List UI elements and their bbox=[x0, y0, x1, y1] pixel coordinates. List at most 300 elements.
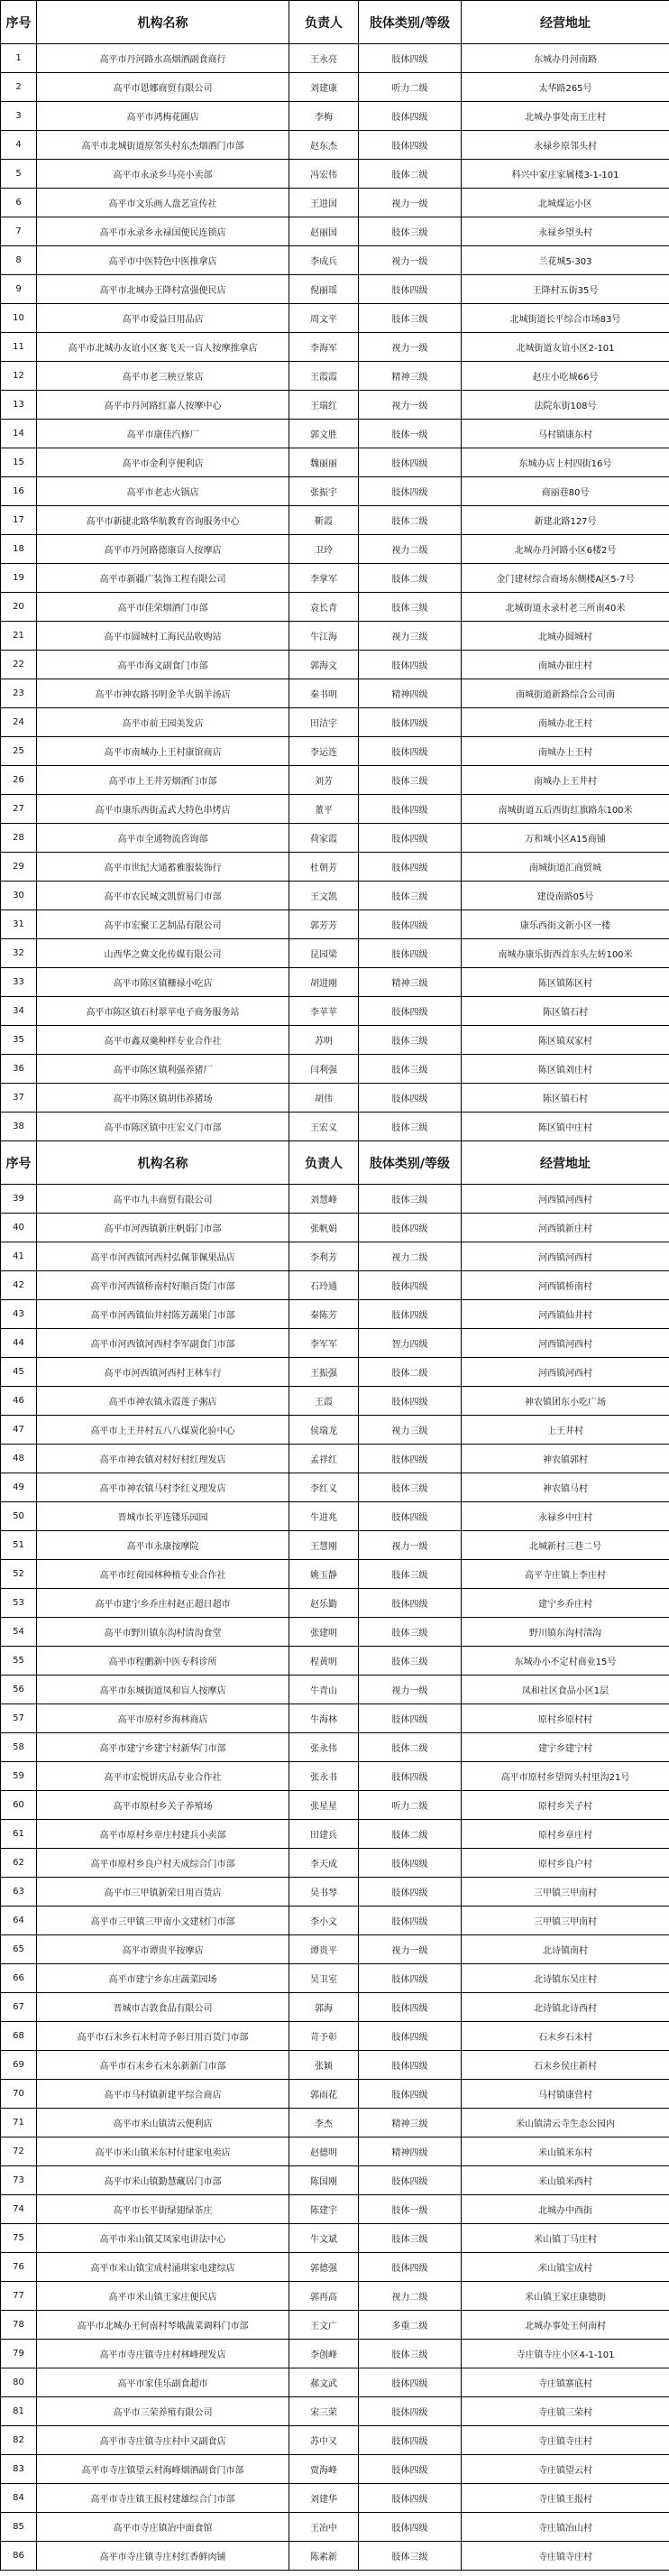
table-row bbox=[1, 564, 669, 593]
cell-no: 23 bbox=[1, 679, 37, 708]
cell-type: 肢体三级 bbox=[359, 1185, 462, 1214]
table-row bbox=[1, 1358, 669, 1387]
cell-addr: 兰花城5-303 bbox=[462, 246, 669, 275]
cell-name: 高平市佳荣烟酒门市部 bbox=[37, 593, 289, 622]
cell-no: 21 bbox=[1, 622, 37, 651]
cell-addr: 米山镇米东村 bbox=[462, 2137, 669, 2166]
cell-name: 高平市家佳乐副食超市 bbox=[37, 2368, 289, 2397]
cell-name: 高平市河西镇河西村弘佩菲佩果品店 bbox=[37, 1242, 289, 1271]
cell-type: 肢体四级 bbox=[359, 448, 462, 477]
cell-type: 肢体四级 bbox=[359, 2455, 462, 2484]
table-row bbox=[1, 73, 669, 102]
cell-type: 视力一级 bbox=[359, 1531, 462, 1560]
table-row bbox=[1, 246, 669, 275]
header-name: 机构名称 bbox=[37, 1141, 289, 1185]
cell-type: 肢体四级 bbox=[359, 651, 462, 679]
cell-addr: 河西镇桥南村 bbox=[462, 1271, 669, 1300]
cell-person: 张星星 bbox=[289, 1791, 359, 1820]
header-person: 负责人 bbox=[289, 1141, 359, 1185]
cell-name: 高平市三甲镇三甲南小文建材门市部 bbox=[37, 1907, 289, 1935]
cell-person: 郭德强 bbox=[289, 2253, 359, 2282]
table-row bbox=[1, 1185, 669, 1214]
cell-name: 高平市康佳汽修厂 bbox=[37, 420, 289, 448]
table-row bbox=[1, 1531, 669, 1560]
cell-person: 石玲通 bbox=[289, 1271, 359, 1300]
cell-addr: 法院东街108号 bbox=[462, 391, 669, 420]
cell-addr: 米山镇丁马庄村 bbox=[462, 2224, 669, 2253]
table-row bbox=[1, 1329, 669, 1358]
cell-addr: 神农镇团东小吃广场 bbox=[462, 1387, 669, 1416]
cell-type: 肢体四级 bbox=[359, 795, 462, 824]
cell-no: 48 bbox=[1, 1445, 37, 1473]
cell-no: 67 bbox=[1, 1993, 37, 2022]
cell-person: 赵德明 bbox=[289, 2137, 359, 2166]
table-row bbox=[1, 593, 669, 622]
cell-name: 高平市前王园美发店 bbox=[37, 708, 289, 737]
cell-addr: 南城街道汇商贸城 bbox=[462, 853, 669, 882]
cell-addr: 北城煤运小区 bbox=[462, 189, 669, 217]
table-row bbox=[1, 1878, 669, 1907]
cell-person: 陈建宇 bbox=[289, 2195, 359, 2224]
cell-no: 8 bbox=[1, 246, 37, 275]
cell-person: 王瑞红 bbox=[289, 391, 359, 420]
cell-person: 田洁宇 bbox=[289, 708, 359, 737]
cell-addr: 北诗镇东吴庄村 bbox=[462, 1964, 669, 1993]
cell-addr: 金门建材综合商场东侧楼A区5-7号 bbox=[462, 564, 669, 593]
cell-person: 李利芳 bbox=[289, 1242, 359, 1271]
cell-type: 视力一级 bbox=[359, 189, 462, 217]
cell-name: 高平市原村乡海林商店 bbox=[37, 1704, 289, 1733]
cell-type: 视力三级 bbox=[359, 1416, 462, 1445]
cell-person: 程黄明 bbox=[289, 1647, 359, 1676]
cell-name: 高平市米山镇宝成村涌琪家电建综店 bbox=[37, 2253, 289, 2282]
cell-person: 宋三荣 bbox=[289, 2397, 359, 2426]
cell-name: 高平市康乐西街孟武大特色串烤店 bbox=[37, 795, 289, 824]
cell-addr: 米山镇宝成村 bbox=[462, 2253, 669, 2282]
cell-no: 25 bbox=[1, 737, 37, 766]
cell-no: 84 bbox=[1, 2484, 37, 2513]
cell-name: 高平市永录乡马亮小卖部 bbox=[37, 160, 289, 189]
cell-person: 李梅 bbox=[289, 102, 359, 131]
cell-type: 肢体四级 bbox=[359, 102, 462, 131]
cell-no: 41 bbox=[1, 1242, 37, 1271]
table-row bbox=[1, 535, 669, 564]
cell-addr: 河西镇新庄村 bbox=[462, 1214, 669, 1242]
cell-no: 56 bbox=[1, 1676, 37, 1704]
cell-type: 肢体四级 bbox=[359, 939, 462, 968]
cell-person: 袁长青 bbox=[289, 593, 359, 622]
cell-name: 高平市新捷北路华航教育咨询服务中心 bbox=[37, 506, 289, 535]
table-row bbox=[1, 2513, 669, 2542]
cell-person: 魏丽丽 bbox=[289, 448, 359, 477]
table-row bbox=[1, 2455, 669, 2484]
cell-name: 高平市原村乡良户村天成综合门市部 bbox=[37, 1849, 289, 1878]
cell-type: 肢体三级 bbox=[359, 593, 462, 622]
cell-type: 肢体四级 bbox=[359, 1849, 462, 1878]
cell-type: 肢体三级 bbox=[359, 1055, 462, 1084]
cell-name: 高平市石末乡石末东新新门市部 bbox=[37, 2051, 289, 2080]
cell-name: 高平市北城办王何南村琴娥蔬菜调料门市部 bbox=[37, 2311, 289, 2340]
table-row bbox=[1, 1791, 669, 1820]
cell-type: 视力一级 bbox=[359, 1676, 462, 1704]
cell-name: 高平市新疆广装饰工程有限公司 bbox=[37, 564, 289, 593]
cell-type: 肢体四级 bbox=[359, 1084, 462, 1113]
table-row bbox=[1, 2484, 669, 2513]
cell-addr: 永禄乡原邻头村 bbox=[462, 131, 669, 160]
cell-addr: 寺庄镇望云村 bbox=[462, 2455, 669, 2484]
table-row bbox=[1, 1502, 669, 1531]
cell-type: 肢体四级 bbox=[359, 2484, 462, 2513]
table-row bbox=[1, 2166, 669, 2195]
cell-no: 3 bbox=[1, 102, 37, 131]
cell-name: 高平市陈区镇利强养猪厂 bbox=[37, 1055, 289, 1084]
table-row bbox=[1, 477, 669, 506]
cell-name: 晋城市长平连镂乐园园 bbox=[37, 1502, 289, 1531]
cell-addr: 北城新村三巷二号 bbox=[462, 1531, 669, 1560]
cell-type: 肢体四级 bbox=[359, 2426, 462, 2455]
cell-no: 17 bbox=[1, 506, 37, 535]
cell-person: 苏中又 bbox=[289, 2426, 359, 2455]
cell-addr: 北城街道永录村老三所南40米 bbox=[462, 593, 669, 622]
cell-person: 李杰 bbox=[289, 2109, 359, 2137]
table-row bbox=[1, 1445, 669, 1473]
cell-name: 高平市丹河路红嘉人按摩中心 bbox=[37, 391, 289, 420]
table-row bbox=[1, 1300, 669, 1329]
cell-person: 董平 bbox=[289, 795, 359, 824]
table-row bbox=[1, 2080, 669, 2109]
cell-name: 高平市建宁乡建宁村新华门市部 bbox=[37, 1733, 289, 1762]
cell-name: 高平市三甲镇新荣日用百货店 bbox=[37, 1878, 289, 1907]
cell-no: 18 bbox=[1, 535, 37, 564]
cell-addr: 陈区镇中庄村 bbox=[462, 1113, 669, 1141]
table-row bbox=[1, 2397, 669, 2426]
table-row bbox=[1, 1704, 669, 1733]
cell-type: 肢体四级 bbox=[359, 853, 462, 882]
cell-name: 高平市海文副食门市部 bbox=[37, 651, 289, 679]
cell-person: 陈素新 bbox=[289, 2542, 359, 2571]
table-row bbox=[1, 622, 669, 651]
cell-addr: 高平市原村乡望岡头村里沟21号 bbox=[462, 1762, 669, 1791]
cell-person: 李运连 bbox=[289, 737, 359, 766]
table-row bbox=[1, 1416, 669, 1445]
cell-no: 12 bbox=[1, 362, 37, 391]
cell-name: 高平市丹河路德康盲人按摩店 bbox=[37, 535, 289, 564]
table-header-row bbox=[1, 1141, 669, 1185]
cell-type: 肢体三级 bbox=[359, 766, 462, 795]
cell-name: 高平市建宁乡东庄蔬菜园场 bbox=[37, 1964, 289, 1993]
cell-name: 晋城市吉敦食品有限公司 bbox=[37, 1993, 289, 2022]
cell-no: 62 bbox=[1, 1849, 37, 1878]
cell-name: 高平市寺庄镇冶中面食馆 bbox=[37, 2513, 289, 2542]
cell-person: 李红义 bbox=[289, 1473, 359, 1502]
cell-person: 刘建康 bbox=[289, 73, 359, 102]
cell-type: 肢体四级 bbox=[359, 824, 462, 853]
cell-person: 王慧刚 bbox=[289, 1531, 359, 1560]
cell-addr: 北城办中西街 bbox=[462, 2195, 669, 2224]
table-row bbox=[1, 997, 669, 1026]
cell-name: 高平市鸿梅花圃店 bbox=[37, 102, 289, 131]
cell-type: 肢体四级 bbox=[359, 2022, 462, 2051]
cell-addr: 王降村五街35号 bbox=[462, 275, 669, 304]
table-row bbox=[1, 1387, 669, 1416]
cell-type: 肢体三级 bbox=[359, 1560, 462, 1589]
cell-type: 肢体四级 bbox=[359, 1300, 462, 1329]
cell-no: 9 bbox=[1, 275, 37, 304]
cell-type: 视力一级 bbox=[359, 1935, 462, 1964]
cell-type: 肢体四级 bbox=[359, 2513, 462, 2542]
cell-person: 王振强 bbox=[289, 1358, 359, 1387]
cell-addr: 原村乡章庄村 bbox=[462, 1820, 669, 1849]
cell-addr: 神农镇马村 bbox=[462, 1473, 669, 1502]
cell-addr: 原村乡关子村 bbox=[462, 1791, 669, 1820]
cell-no: 30 bbox=[1, 882, 37, 910]
cell-no: 40 bbox=[1, 1214, 37, 1242]
table-row bbox=[1, 2368, 669, 2397]
table-row bbox=[1, 766, 669, 795]
cell-name: 高平市东城街道凤和盲人按摩店 bbox=[37, 1676, 289, 1704]
cell-name: 高平市河西镇河西村李军副食门市部 bbox=[37, 1329, 289, 1358]
cell-no: 5 bbox=[1, 160, 37, 189]
cell-addr: 北诗镇北诗西村 bbox=[462, 1993, 669, 2022]
table-row bbox=[1, 708, 669, 737]
cell-no: 43 bbox=[1, 1300, 37, 1329]
table-row bbox=[1, 1560, 669, 1589]
cell-name: 高平市红荷园林种植专业合作社 bbox=[37, 1560, 289, 1589]
table-row bbox=[1, 2022, 669, 2051]
cell-person: 靳霞 bbox=[289, 506, 359, 535]
cell-addr: 原村乡良户村 bbox=[462, 1849, 669, 1878]
cell-type: 肢体四级 bbox=[359, 2080, 462, 2109]
cell-name: 高平市老三秧豆浆店 bbox=[37, 362, 289, 391]
cell-type: 肢体三级 bbox=[359, 2224, 462, 2253]
cell-person: 郭文胜 bbox=[289, 420, 359, 448]
cell-addr: 三甲镇三甲南村 bbox=[462, 1878, 669, 1907]
cell-person: 牛江海 bbox=[289, 622, 359, 651]
table-row bbox=[1, 217, 669, 246]
table-row bbox=[1, 1055, 669, 1084]
cell-type: 肢体二级 bbox=[359, 1820, 462, 1849]
cell-no: 74 bbox=[1, 2195, 37, 2224]
cell-type: 肢体二级 bbox=[359, 160, 462, 189]
cell-addr: 上王井村 bbox=[462, 1416, 669, 1445]
cell-type: 精神四级 bbox=[359, 2137, 462, 2166]
cell-person: 牛海林 bbox=[289, 1704, 359, 1733]
cell-addr: 寺庄镇寺庄村 bbox=[462, 2426, 669, 2455]
cell-no: 19 bbox=[1, 564, 37, 593]
cell-no: 66 bbox=[1, 1964, 37, 1993]
cell-name: 高平市程鹏新中医专科诊所 bbox=[37, 1647, 289, 1676]
cell-person: 秦陈芳 bbox=[289, 1300, 359, 1329]
cell-type: 肢体三级 bbox=[359, 1113, 462, 1141]
cell-addr: 建宁乡乔庄村 bbox=[462, 1589, 669, 1618]
table-row bbox=[1, 102, 669, 131]
cell-addr: 万和城小区A15商铺 bbox=[462, 824, 669, 853]
table-row bbox=[1, 1849, 669, 1878]
table-row bbox=[1, 1762, 669, 1791]
cell-type: 视力二级 bbox=[359, 2282, 462, 2311]
cell-person: 王霞 bbox=[289, 1387, 359, 1416]
table-row bbox=[1, 1676, 669, 1704]
cell-no: 47 bbox=[1, 1416, 37, 1445]
cell-person: 苛予彰 bbox=[289, 2022, 359, 2051]
cell-addr: 建设南路05号 bbox=[462, 882, 669, 910]
table-row bbox=[1, 1589, 669, 1618]
header-no: 序号 bbox=[1, 1, 37, 44]
cell-name: 山西华之冀文化传媒有限公司 bbox=[37, 939, 289, 968]
cell-person: 郭海文 bbox=[289, 651, 359, 679]
cell-person: 郭雨花 bbox=[289, 2080, 359, 2109]
cell-name: 高平市神农镇马村李红义理发店 bbox=[37, 1473, 289, 1502]
cell-addr: 北城办丹河路小区6楼2号 bbox=[462, 535, 669, 564]
cell-addr: 神农镇郭村 bbox=[462, 1445, 669, 1473]
cell-no: 13 bbox=[1, 391, 37, 420]
cell-no: 51 bbox=[1, 1531, 37, 1560]
cell-addr: 河西镇河西村 bbox=[462, 1185, 669, 1214]
cell-addr: 南城街道五后西街红旗路东100米 bbox=[462, 795, 669, 824]
cell-type: 肢体三级 bbox=[359, 2340, 462, 2368]
cell-name: 高平市九丰商贸有限公司 bbox=[37, 1185, 289, 1214]
table-header-row bbox=[1, 1, 669, 44]
cell-type: 肢体三级 bbox=[359, 1473, 462, 1502]
table-row bbox=[1, 1935, 669, 1964]
cell-no: 73 bbox=[1, 2166, 37, 2195]
header-name: 机构名称 bbox=[37, 1, 289, 44]
cell-no: 72 bbox=[1, 2137, 37, 2166]
cell-type: 肢体三级 bbox=[359, 1618, 462, 1647]
cell-no: 42 bbox=[1, 1271, 37, 1300]
cell-type: 肢体四级 bbox=[359, 1993, 462, 2022]
cell-name: 高平市中医特色中医推拿店 bbox=[37, 246, 289, 275]
cell-name: 高平市宏聚工艺制品有限公司 bbox=[37, 910, 289, 939]
cell-addr: 陈区镇刘庄村 bbox=[462, 1055, 669, 1084]
cell-person: 牛进兆 bbox=[289, 1502, 359, 1531]
cell-person: 闫利强 bbox=[289, 1055, 359, 1084]
cell-no: 20 bbox=[1, 593, 37, 622]
cell-no: 59 bbox=[1, 1762, 37, 1791]
table-row bbox=[1, 2542, 669, 2571]
cell-type: 肢体四级 bbox=[359, 910, 462, 939]
cell-no: 37 bbox=[1, 1084, 37, 1113]
table-row bbox=[1, 1993, 669, 2022]
cell-addr: 陈区镇石村 bbox=[462, 997, 669, 1026]
cell-no: 63 bbox=[1, 1878, 37, 1907]
cell-person: 田建兵 bbox=[289, 1820, 359, 1849]
cell-name: 高平市南城办上王村康馆商店 bbox=[37, 737, 289, 766]
cell-name: 高平市米山镇王家庄便民店 bbox=[37, 2282, 289, 2311]
cell-no: 46 bbox=[1, 1387, 37, 1416]
cell-name: 高平市北城办友谊小区赛飞天一盲人按摩推拿店 bbox=[37, 333, 289, 362]
cell-no: 65 bbox=[1, 1935, 37, 1964]
table-row bbox=[1, 1026, 669, 1055]
cell-no: 76 bbox=[1, 2253, 37, 2282]
cell-name: 高平市陈区镇中庄宏义门市部 bbox=[37, 1113, 289, 1141]
cell-person: 昆园梁 bbox=[289, 939, 359, 968]
cell-person: 苏明 bbox=[289, 1026, 359, 1055]
table-row bbox=[1, 2195, 669, 2224]
cell-type: 肢体四级 bbox=[359, 1214, 462, 1242]
cell-addr: 寺庄镇寺庄小区4-1-101 bbox=[462, 2340, 669, 2368]
cell-type: 智力四级 bbox=[359, 1329, 462, 1358]
cell-addr: 原村乡原村村 bbox=[462, 1704, 669, 1733]
table-row bbox=[1, 1647, 669, 1676]
cell-addr: 赵庄小吃城66号 bbox=[462, 362, 669, 391]
cell-no: 69 bbox=[1, 2051, 37, 2080]
cell-name: 高平市谭贵平按摩店 bbox=[37, 1935, 289, 1964]
cell-addr: 北城办圆城村 bbox=[462, 622, 669, 651]
header-addr: 经营地址 bbox=[462, 1141, 669, 1185]
cell-type: 肢体四级 bbox=[359, 2397, 462, 2426]
cell-type: 肢体二级 bbox=[359, 1733, 462, 1762]
cell-no: 61 bbox=[1, 1820, 37, 1849]
cell-addr: 石末乡石末村 bbox=[462, 2022, 669, 2051]
cell-name: 高平市米山镇清云便利店 bbox=[37, 2109, 289, 2137]
cell-name: 高平市永录乡永禄国便民连锁店 bbox=[37, 217, 289, 246]
cell-person: 刘建华 bbox=[289, 2484, 359, 2513]
cell-type: 视力一级 bbox=[359, 391, 462, 420]
header-type: 肢体类别/等级 bbox=[359, 1, 462, 44]
cell-person: 胡进刚 bbox=[289, 968, 359, 997]
table-row bbox=[1, 2311, 669, 2340]
cell-type: 肢体四级 bbox=[359, 1502, 462, 1531]
cell-addr: 陈区镇石村 bbox=[462, 1084, 669, 1113]
table-row bbox=[1, 448, 669, 477]
cell-addr: 北城办事处王何南村 bbox=[462, 2311, 669, 2340]
cell-addr: 南城办康乐街西首东头左转100米 bbox=[462, 939, 669, 968]
table-row bbox=[1, 2426, 669, 2455]
cell-person: 杜朝芳 bbox=[289, 853, 359, 882]
cell-person: 郭芳芳 bbox=[289, 910, 359, 939]
cell-name: 高平市爱益日用品店 bbox=[37, 304, 289, 333]
table-row bbox=[1, 420, 669, 448]
cell-no: 77 bbox=[1, 2282, 37, 2311]
cell-type: 肢体四级 bbox=[359, 1704, 462, 1733]
cell-addr: 河西镇河西村 bbox=[462, 1242, 669, 1271]
cell-type: 肢体四级 bbox=[359, 1445, 462, 1473]
cell-person: 张振宇 bbox=[289, 477, 359, 506]
cell-name: 高平市三荣养殖有限公司 bbox=[37, 2397, 289, 2426]
table-row bbox=[1, 304, 669, 333]
cell-name: 高平市寺庄镇寺庄村林峰理发店 bbox=[37, 2340, 289, 2368]
cell-name: 高平市世纪大通蓄雅服装饰行 bbox=[37, 853, 289, 882]
table-row bbox=[1, 2340, 669, 2368]
cell-no: 71 bbox=[1, 2109, 37, 2137]
cell-addr: 三甲镇三甲南村 bbox=[462, 1907, 669, 1935]
cell-person: 李创峰 bbox=[289, 2340, 359, 2368]
cell-type: 肢体三级 bbox=[359, 217, 462, 246]
header-addr: 经营地址 bbox=[462, 1, 669, 44]
cell-no: 58 bbox=[1, 1733, 37, 1762]
cell-person: 吴卫室 bbox=[289, 1964, 359, 1993]
cell-addr: 河西镇河西村 bbox=[462, 1329, 669, 1358]
cell-addr: 商丽巷80号 bbox=[462, 477, 669, 506]
cell-name: 高平市马村镇新建平综合商店 bbox=[37, 2080, 289, 2109]
table-row bbox=[1, 1473, 669, 1502]
table-row bbox=[1, 737, 669, 766]
cell-no: 44 bbox=[1, 1329, 37, 1358]
cell-addr: 东城办店上村四街16号 bbox=[462, 448, 669, 477]
cell-no: 57 bbox=[1, 1704, 37, 1733]
cell-name: 高平市文乐画人盘艺宣传社 bbox=[37, 189, 289, 217]
cell-no: 31 bbox=[1, 910, 37, 939]
cell-type: 精神三级 bbox=[359, 2109, 462, 2137]
table-row bbox=[1, 824, 669, 853]
cell-name: 高平市寺庄镇寺庄村中又副食店 bbox=[37, 2426, 289, 2455]
cell-name: 高平市河西镇桥南村好顺百货门市部 bbox=[37, 1271, 289, 1300]
cell-name: 高平市米山镇艾凤家电讲法中心 bbox=[37, 2224, 289, 2253]
cell-addr: 马村镇康东村 bbox=[462, 420, 669, 448]
cell-person: 郝文武 bbox=[289, 2368, 359, 2397]
cell-no: 34 bbox=[1, 997, 37, 1026]
